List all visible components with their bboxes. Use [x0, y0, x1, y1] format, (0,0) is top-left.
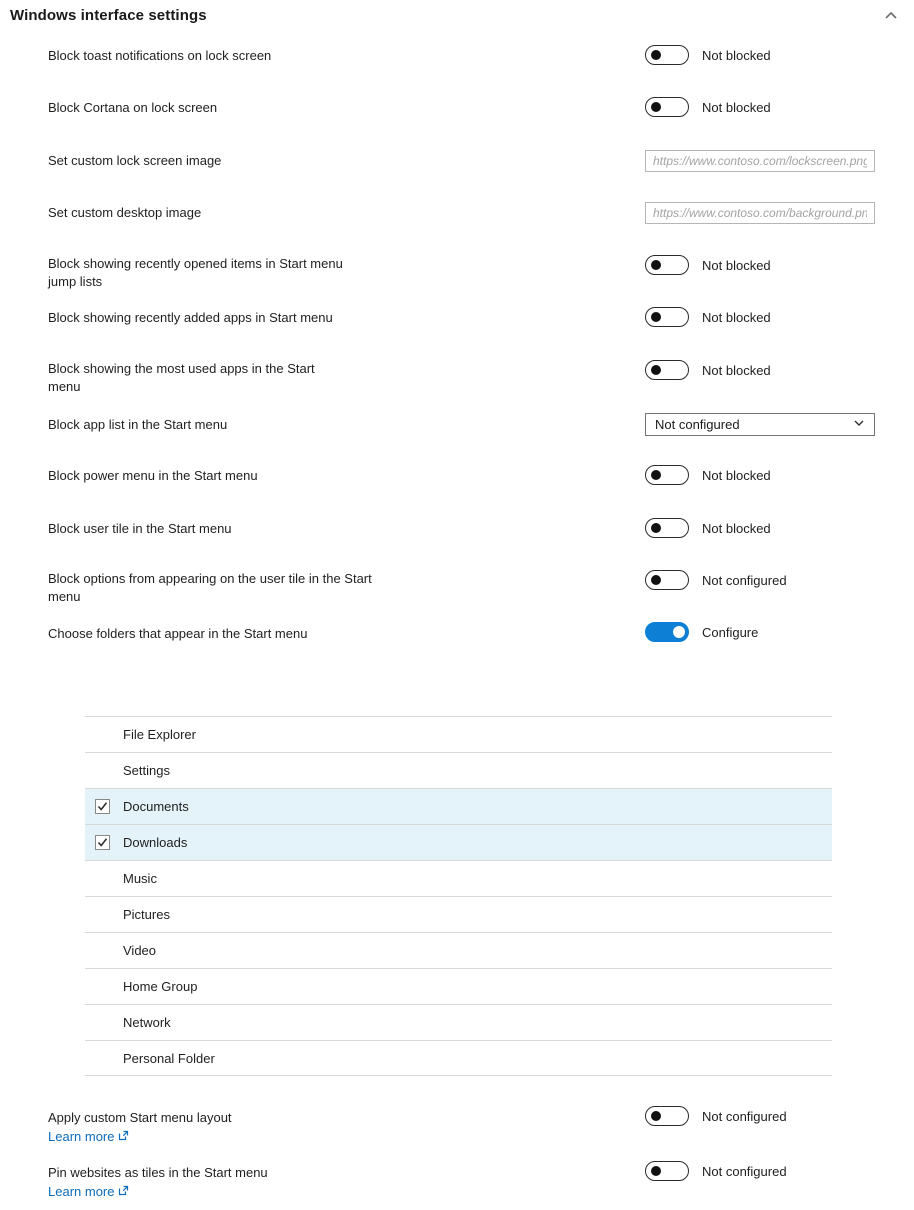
block-cortana-toggle[interactable] — [645, 97, 689, 117]
toggle-knob — [651, 50, 661, 60]
setting-control-most-used — [645, 360, 771, 380]
checkbox-checked[interactable] — [95, 799, 110, 814]
collapse-section-button[interactable] — [880, 6, 902, 28]
toggle-knob — [673, 626, 685, 638]
dropdown-selected-value: Not configured — [655, 417, 740, 432]
lock-screen-image-url-input[interactable] — [645, 150, 875, 172]
toggle-knob — [651, 260, 661, 270]
setting-control-pin-websites — [645, 1161, 787, 1181]
folder-row-music[interactable] — [85, 860, 832, 896]
setting-control-recently-added — [645, 307, 771, 327]
power-menu-toggle[interactable] — [645, 465, 689, 485]
folder-row-pictures[interactable] — [85, 896, 832, 932]
desktop-image-url-input[interactable] — [645, 202, 875, 224]
folder-row-home-group[interactable] — [85, 968, 832, 1004]
learn-more-link[interactable] — [48, 1128, 129, 1146]
setting-label-custom-start-layout: Apply custom Start menu layout — [48, 1110, 232, 1125]
checkbox-checked[interactable] — [95, 835, 110, 850]
setting-label-choose-folders: Choose folders that appear in the Start menu — [48, 626, 308, 641]
toggle-knob — [651, 523, 661, 533]
jump-lists-toggle[interactable] — [645, 255, 689, 275]
folder-row-settings[interactable] — [85, 752, 832, 788]
toggle-status: Not blocked — [702, 467, 771, 483]
toggle-status: Not blocked — [702, 257, 771, 273]
setting-label-user-tile: Block user tile in the Start menu — [48, 521, 232, 536]
toggle-status: Not configured — [702, 572, 787, 588]
setting-label-block-cortana: Block Cortana on lock screen — [48, 100, 218, 115]
setting-label-desktop-image: Set custom desktop image — [48, 205, 202, 220]
folder-label: Home Group — [123, 979, 198, 994]
toggle-status: Not blocked — [702, 362, 771, 378]
external-link-icon — [118, 1183, 129, 1201]
folder-row-video[interactable] — [85, 932, 832, 968]
setting-label-most-used: Block showing the most used apps in the Start menu — [48, 361, 315, 394]
learn-more-label: Learn more — [48, 1184, 115, 1199]
learn-more-label: Learn more — [48, 1129, 115, 1144]
folder-row-documents[interactable] — [85, 788, 832, 824]
user-tile-options-toggle[interactable] — [645, 570, 689, 590]
block-app-list-dropdown[interactable] — [645, 413, 875, 436]
folder-row-network[interactable] — [85, 1004, 832, 1040]
most-used-toggle[interactable] — [645, 360, 689, 380]
folder-row-file-explorer[interactable] — [85, 716, 832, 752]
toggle-status: Not blocked — [702, 47, 771, 63]
setting-label-jump-lists: Block showing recently opened items in Start menu jump lists — [48, 256, 343, 289]
toggle-status: Not configured — [702, 1108, 787, 1124]
toggle-status: Not blocked — [702, 99, 771, 115]
setting-label-lock-screen-image: Set custom lock screen image — [48, 153, 222, 168]
setting-control-block-cortana — [645, 97, 771, 117]
setting-control-power-menu — [645, 465, 771, 485]
toggle-status: Not configured — [702, 1163, 787, 1179]
folder-label: Settings — [123, 763, 170, 778]
toggle-knob — [651, 1166, 661, 1176]
toggle-knob — [651, 365, 661, 375]
toggle-knob — [651, 470, 661, 480]
start-menu-folders-list — [85, 716, 832, 1076]
folder-label: Downloads — [123, 835, 188, 850]
custom-start-layout-toggle[interactable] — [645, 1106, 689, 1126]
folder-label: Music — [123, 871, 157, 886]
chevron-down-icon — [853, 416, 865, 434]
learn-more-link[interactable] — [48, 1183, 129, 1201]
toggle-knob — [651, 575, 661, 585]
toggle-knob — [651, 102, 661, 112]
toggle-status: Not blocked — [702, 309, 771, 325]
setting-label-app-list: Block app list in the Start menu — [48, 417, 228, 432]
setting-control-choose-folders — [645, 622, 758, 642]
toggle-knob — [651, 1111, 661, 1121]
setting-label-block-toast: Block toast notifications on lock screen — [48, 48, 272, 63]
choose-folders-toggle[interactable] — [645, 622, 689, 642]
folder-row-downloads[interactable] — [85, 824, 832, 860]
folder-label: Video — [123, 943, 157, 958]
folder-row-personal-folder[interactable] — [85, 1040, 832, 1076]
setting-control-jump-lists — [645, 255, 771, 275]
setting-control-user-tile — [645, 518, 771, 538]
section-title: Windows interface settings — [10, 7, 207, 24]
setting-label-pin-websites: Pin websites as tiles in the Start menu — [48, 1165, 268, 1180]
setting-control-user-tile-options — [645, 570, 787, 590]
toggle-status: Not blocked — [702, 520, 771, 536]
setting-label-recently-added: Block showing recently added apps in Start menu — [48, 310, 333, 325]
recently-added-toggle[interactable] — [645, 307, 689, 327]
folder-label: File Explorer — [123, 727, 196, 742]
setting-label-power-menu: Block power menu in the Start menu — [48, 468, 258, 483]
pin-websites-toggle[interactable] — [645, 1161, 689, 1181]
block-toast-toggle[interactable] — [645, 45, 689, 65]
setting-control-block-toast — [645, 45, 771, 65]
user-tile-toggle[interactable] — [645, 518, 689, 538]
toggle-knob — [651, 312, 661, 322]
setting-control-custom-start-layout — [645, 1106, 787, 1126]
folder-label: Pictures — [123, 907, 170, 922]
folder-label: Documents — [123, 799, 189, 814]
external-link-icon — [118, 1128, 129, 1146]
chevron-up-icon — [883, 8, 899, 27]
folder-label: Personal Folder — [123, 1050, 215, 1066]
toggle-status: Configure — [702, 624, 759, 640]
setting-label-user-tile-options: Block options from appearing on the user tile in the Start menu — [48, 571, 372, 604]
folder-label: Network — [123, 1015, 171, 1030]
